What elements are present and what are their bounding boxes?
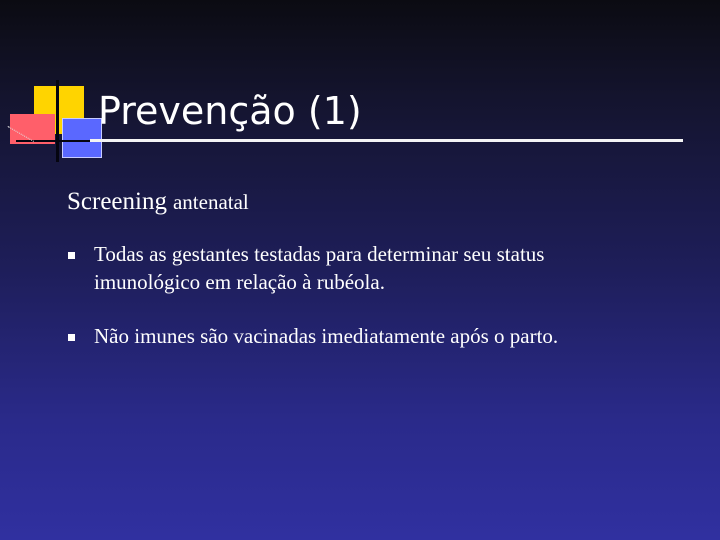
bullet-list bbox=[58, 240, 678, 376]
bullet-item bbox=[58, 322, 678, 350]
subtitle-secondary: antenatal bbox=[172, 190, 249, 214]
square-bullet-icon bbox=[68, 334, 75, 341]
subtitle-main: Screening bbox=[67, 188, 167, 215]
logo-blue-square bbox=[62, 118, 102, 158]
title-underline bbox=[90, 139, 683, 142]
square-bullet-icon bbox=[68, 252, 75, 259]
slide-logo bbox=[0, 0, 110, 170]
bullet-text-line: Não imunes são vacinadas imediatamente após o parto. bbox=[94, 324, 559, 348]
bullet-text-line: imunológico em relação à rubéola. bbox=[94, 270, 385, 294]
slide-title: Prevenção (1) bbox=[98, 89, 362, 133]
bullet-text-line: Todas as gestantes testadas para determinar seu status bbox=[94, 242, 545, 266]
bullet-item bbox=[58, 240, 678, 296]
slide-subtitle bbox=[67, 186, 249, 221]
logo-vertical-line bbox=[56, 80, 59, 162]
